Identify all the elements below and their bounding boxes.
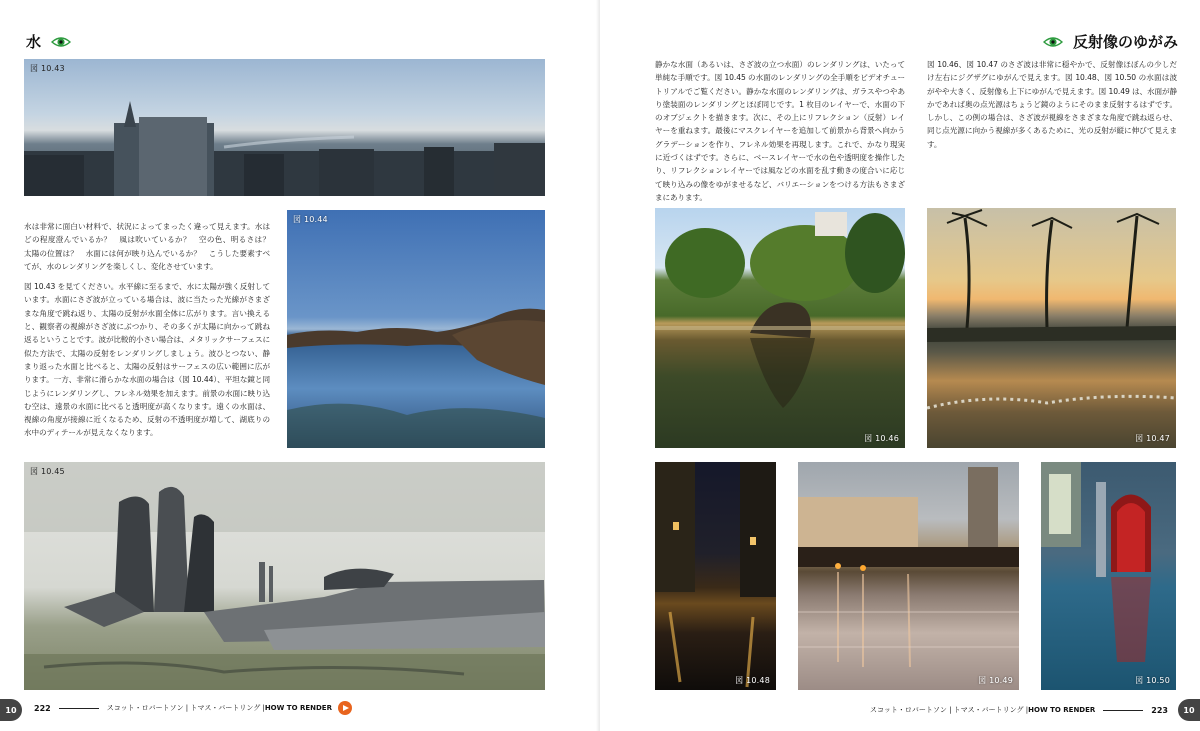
play-icon[interactable] [338, 701, 352, 715]
figure-10-43-city-skyline [24, 59, 545, 196]
left-body-text [24, 220, 278, 447]
page-heading-left [26, 31, 71, 52]
footer-left [34, 701, 352, 715]
figure-10-44-calm-water [287, 210, 545, 448]
footer-rule [1103, 710, 1143, 711]
right-body-col2: 図 10.46、図 10.47 のさざ波は非常に穏やかで、反射像ほぼんの少しだけ左右にジグザグにゆがんで見えます。図 10.48、図 10.50 の水面は波がやや大きく、反射像も上下にゆがんで見えます。図 10.49 は、水面が静かであれば奥の点光源はちょうど鏡のようにそのまま反射するはずです。しかし、この例の場合は、さざ波が視線をさまざまな角度で跳ね返らせ、同じ点光源に向かう視線が多くあるために、光の反射が縦に伸びて見えます。 [927, 60, 1177, 149]
eye-icon [51, 35, 71, 49]
figure-label-10-49: 図 10.49 [978, 676, 1013, 685]
paragraph-1: 水は非常に面白い材料で、状況によってまったく違って見えます。水はどの程度澄んでいるか？ 風は吹いているか？ 空の色、明るさは？ 太陽の位置は？ 水面には何が映り込んでいるか？ こうした要素すべてが、水のレンダリングを楽しくし、変化させています。 [24, 222, 278, 271]
page-heading-right [1043, 31, 1178, 52]
running-title-right: スコット・ロバートソン | トマス・バートリング | [870, 706, 1029, 714]
heading-text: 反射像のゆがみ [1072, 33, 1178, 51]
figure-10-45-sketch [24, 462, 545, 690]
heading-text: 水 [26, 33, 42, 51]
chapter-tab-right: 10 [1178, 699, 1200, 721]
footer-rule [59, 708, 99, 709]
figure-10-50-doorway [1041, 462, 1176, 690]
figure-label-10-50: 図 10.50 [1135, 676, 1170, 685]
figure-10-49-plaza [798, 462, 1019, 690]
page-number-left: 222 [34, 703, 51, 713]
right-body-col1: 静かな水面（あるいは、さざ波の立つ水面）のレンダリングは、いたって単純な手順です。図 10.45 の水面のレンダリングの全手順をビデオチュートリアルでご覧ください。静かな水面のレンダリングは、ガラスやつやあり塗装面のレンダリングとほぼ同じです。1 枚目のレイヤーで、水面の下のオブジェクトを描きます。次に、その上にリフレクション（反射）レイヤーを重ねます。最後にマスクレイヤーを追加して前景から背景へ向かうグラデーションを作り、フレネル効果を再現します。これで、かなり現実に近づくはずです。さらに、ベースレイヤーで水の色や透明度を操作したり、リフレクションレイヤーでは風などの水面を乱す動きの度合いに応じて映り込みの像をゆがませるなど、バリエーションをつける方法もさまざまにあります。 [655, 60, 905, 202]
figure-label-10-47: 図 10.47 [1135, 434, 1170, 443]
figure-10-47-palms-sunset [927, 208, 1176, 448]
figure-label-10-44: 図 10.44 [293, 215, 328, 224]
figure-label-10-48: 図 10.48 [735, 676, 770, 685]
footer-right [870, 705, 1168, 715]
paragraph-2: 図 10.43 を見てください。水平線に至るまで、水に太陽が強く反射しています。水面にさざ波が立っている場合は、波に当たった光線がさまざまな角度で跳ね返り、太陽の反射が水面全体に広がります。言い換えると、観察者の視線がさざ波にぶつかり、その多くが太陽に向かって跳ね返るということです。波が比較的小さい場合は、メタリックサーフェスに似た方法で、太陽の反射をレンダリングしましょう。波ひとつない、静まり返った水面と比べると、太陽の反射はサーフェスの広い範囲に広がります。一方、非常に滑らかな水面の場合は（図 10.44）、平坦な鏡と同じようにレンダリングし、フレネル効果を加えます。前景の水面に映り込む空は、遠景の水面に比べると透明度が高くなります。遠くの水面は、視線の角度が接線に近くなるため、反射の不透明度が増して、湖底りの水中のディテールが見えなくなります。 [24, 282, 270, 438]
page-number-right: 223 [1151, 705, 1168, 715]
figure-label-10-46: 図 10.46 [864, 434, 899, 443]
eye-icon [1043, 35, 1063, 49]
figure-10-48-canal-night [655, 462, 776, 690]
figure-label-10-43: 図 10.43 [30, 64, 65, 73]
running-title-left: スコット・ロバートソン | トマス・バートリング | [106, 704, 265, 712]
figure-10-46-fountain [655, 208, 905, 448]
chapter-tab-left: 10 [0, 699, 22, 721]
figure-label-10-45: 図 10.45 [30, 467, 65, 476]
running-title-bold-left: HOW TO RENDER [264, 704, 332, 712]
right-page [600, 0, 1200, 731]
running-title-bold-right: HOW TO RENDER [1028, 706, 1096, 714]
